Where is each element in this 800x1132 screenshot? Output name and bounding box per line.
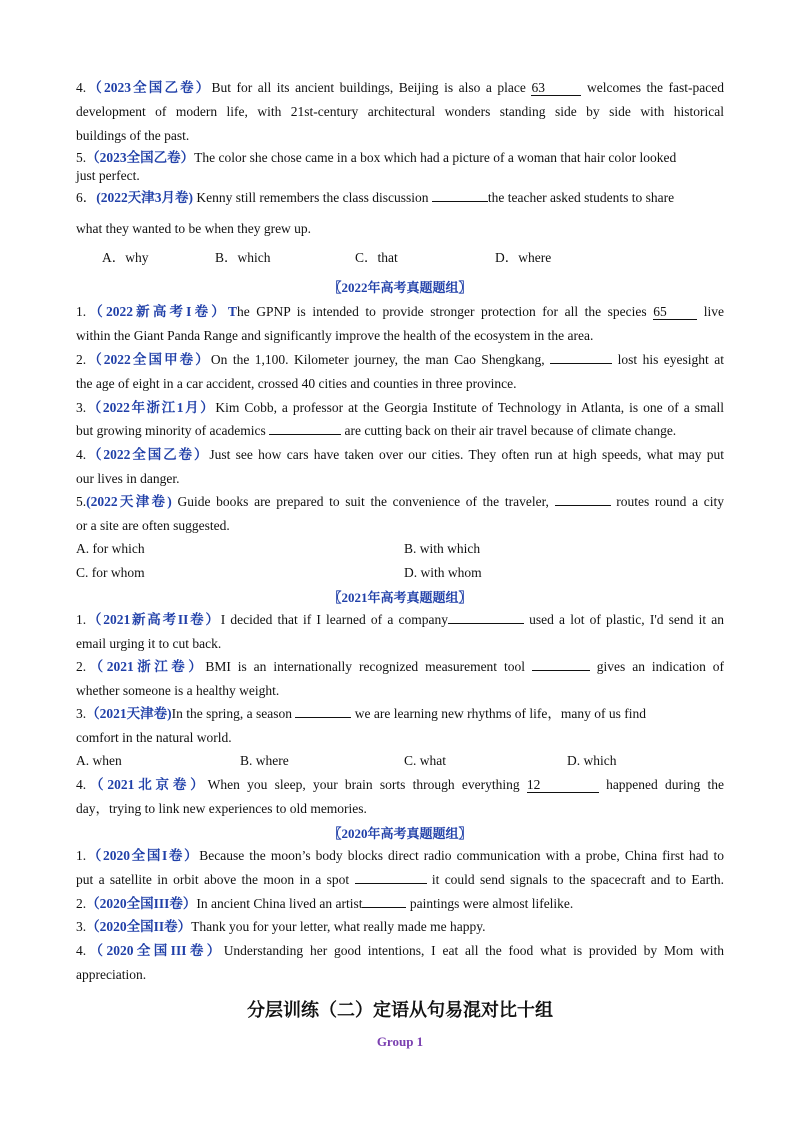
question-source: （2021北京卷） [86,777,208,792]
answer-blank[interactable] [355,883,427,884]
answer-blank[interactable] [532,670,590,671]
q2021-1-line2: email urging it to cut back. [76,636,222,651]
section-title: 分层训练（二）定语从句易混对比十组 [247,1000,553,1021]
option-c[interactable]: C. what [404,753,446,768]
q2022-4-line1: 4.（2022全国乙卷）Just see how cars have taken over our cities. They often run at high speeds, what may put [76,447,725,462]
answer-blank[interactable] [269,434,341,435]
option-a[interactable]: A. when [76,753,122,768]
q2020-4-line2: appreciation. [76,967,147,982]
question-source: （2022全国乙卷） [86,447,210,462]
q2022-3-line1: 3.（2022年浙江1月）Kim Cobb, a professor at the Georgia Institute of Technology in Atlanta, is one of a small [76,400,725,415]
q2023-4-line3: buildings of the past. [76,128,190,143]
question-source: （2020全国III卷） [86,896,197,911]
question-source: (2022天津卷) [86,494,172,509]
section-header-2021: 〖2021年高考真题题组〗 [328,590,472,605]
q2021-3-line1: 3.（2021天津卷)In the spring, a season we are learning new rhythms of life，many of us find [76,706,647,721]
question-source: （2023全国乙卷） [86,150,195,165]
q2021-4-line2: day，trying to link new experiences to old memories. [76,801,367,816]
q2021-2-line1: 2.（2021浙江卷）BMI is an internationally recognized measurement tool gives an indication of [76,659,724,674]
q2020-3-line1: 3.（2020全国II卷）Thank you for your letter, what really made me happy. [76,919,486,934]
q2020-2-line1: 2.（2020全国III卷）In ancient China lived an artist paintings were almost lifelike. [76,896,574,911]
q2020-4-line1: 4.（2020全国III卷）Understanding her good intentions, I eat all the food what is provided by Mom with [76,943,725,958]
q2022-1-line1: 1.（2022新高考I卷）The GPNP is intended to provide stronger protection for all the species 65 live [76,304,724,319]
question-source: （2022新高考I卷）T [86,304,237,319]
q2023-4-line1: 4.（2023全国乙卷）But for all its ancient buildings, Beijing is also a place 63 welcomes the fast-paced [76,80,725,95]
q2022-1-line2: within the Giant Panda Range and significantly improve the health of the ecosystem in the area. [76,328,594,343]
option-b[interactable]: B. with which [404,541,481,556]
question-source: （2022全国甲卷） [86,352,211,367]
q2023-6-line1: 6．(2022天津3月卷) Kenny still remembers the class discussion the teacher asked students to share [76,190,675,205]
answer-blank[interactable] [550,363,612,364]
q2021-1-line1: 1.（2021新高考II卷）I decided that if I learned of a company used a lot of plastic, I'd send it an [76,612,724,627]
option-a[interactable]: A．why [102,250,149,265]
option-a[interactable]: A. for which [76,541,145,556]
group-label: Group 1 [376,1034,424,1049]
question-source: （2020全国III卷） [86,943,224,958]
answer-blank[interactable]: 12 [527,778,599,793]
option-d[interactable]: D. with whom [404,565,482,580]
answer-blank[interactable]: 63 [531,81,581,96]
q2022-5-line1: 5.(2022天津卷) Guide books are prepared to suit the convenience of the traveler, routes round a city [76,494,724,509]
q2021-2-line2: whether someone is a healthy weight. [76,683,280,698]
option-b[interactable]: B. where [240,753,289,768]
q2022-2-line1: 2.（2022全国甲卷）On the 1,100. Kilometer journey, the man Cao Shengkang, lost his eyesight at [76,352,725,367]
option-b[interactable]: B．which [215,250,271,265]
q2022-5-line2: or a site are often suggested. [76,518,230,533]
option-c[interactable]: C．that [355,250,398,265]
answer-blank[interactable] [448,623,524,624]
question-source: (2022天津3月卷) [96,190,193,205]
option-c[interactable]: C. for whom [76,565,145,580]
question-source: （2021浙江卷） [86,659,206,674]
q2020-1-line2: put a satellite in orbit above the moon in a spot it could send signals to the spacecraft and to Earth. [76,872,724,887]
q2022-2-line2: the age of eight in a car accident, crossed 40 cities and counties in three province. [76,376,517,391]
question-source: （2020全国II卷） [86,919,192,934]
section-header-2020: 〖2020年高考真题题组〗 [328,826,472,841]
question-source: （2022年浙江1月） [86,400,216,415]
question-source: （2023全国乙卷） [86,80,212,95]
q2023-5-line1: 5.（2023全国乙卷）The color she chose came in a box which had a picture of a woman that hair color looked [76,150,677,165]
question-source: （2021天津卷) [86,706,172,721]
question-source: （2020全国I卷） [86,848,200,863]
answer-blank[interactable] [362,907,406,908]
q2023-4-line2: development of modern life, with 21st-century architectural wonders standing side by side with historical [76,104,724,119]
option-d[interactable]: D. which [567,753,617,768]
answer-blank[interactable]: 65 [653,305,697,320]
q2021-3-line2: comfort in the natural world. [76,730,232,745]
question-source: （2021新高考II卷） [86,612,221,627]
q2023-6-line2: what they wanted to be when they grew up. [76,221,312,236]
q2022-3-line2: but growing minority of academics are cutting back on their air travel because of climate change. [76,423,677,438]
answer-blank[interactable] [295,717,351,718]
option-d[interactable]: D．where [495,250,552,265]
section-header-2022: 〖2022年高考真题题组〗 [328,280,472,295]
q2022-4-line2: our lives in danger. [76,471,180,486]
q2023-5-line2: just perfect. [76,168,140,183]
answer-blank[interactable] [432,201,488,202]
answer-blank[interactable] [555,505,611,506]
q2020-1-line1: 1.（2020全国I卷）Because the moon’s body blocks direct radio communication with a probe, China first had to [76,848,724,863]
q2021-4-line1: 4.（2021北京卷）When you sleep, your brain sorts through everything 12 happened during the [76,777,724,792]
